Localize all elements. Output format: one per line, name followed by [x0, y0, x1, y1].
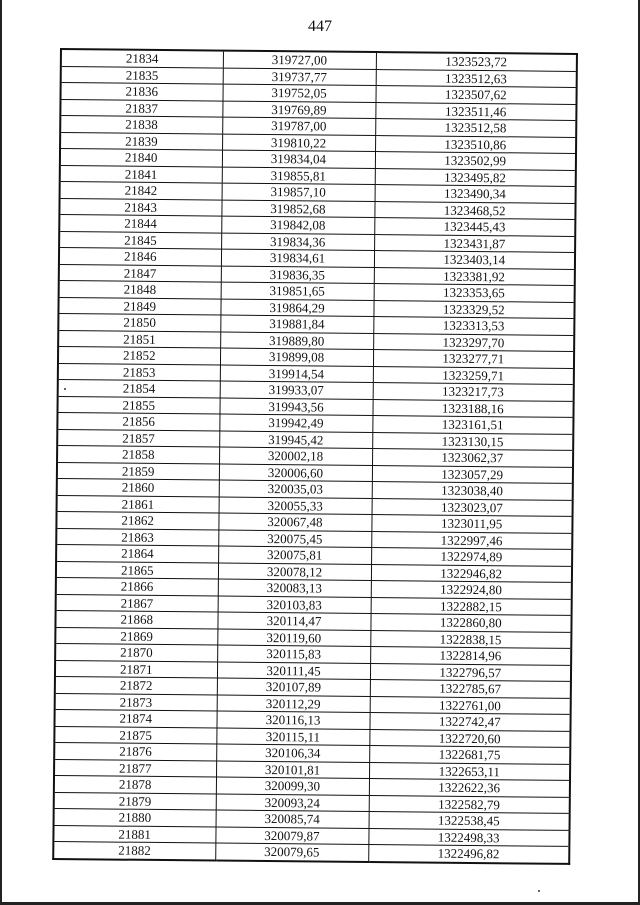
point-number-cell: 21868 — [55, 610, 217, 628]
x-coordinate-cell: 320115,11 — [216, 728, 369, 746]
point-number-cell: 21867 — [56, 594, 218, 612]
x-coordinate-cell: 320093,24 — [216, 794, 369, 812]
x-coordinate-cell: 320101,81 — [216, 761, 369, 779]
y-coordinate-cell: 1323057,29 — [372, 465, 573, 483]
y-coordinate-cell: 1323062,37 — [372, 449, 573, 467]
y-coordinate-cell: 1322860,80 — [370, 614, 571, 632]
point-number-cell: 21842 — [60, 182, 222, 200]
point-number-cell: 21872 — [55, 676, 217, 694]
x-coordinate-cell: 320106,34 — [216, 744, 369, 762]
y-coordinate-cell: 1323507,62 — [375, 86, 576, 104]
y-coordinate-cell: 1323011,95 — [371, 515, 572, 533]
x-coordinate-cell: 319737,77 — [223, 68, 376, 86]
x-coordinate-cell: 319942,49 — [219, 414, 372, 432]
y-coordinate-cell: 1323259,71 — [373, 366, 574, 384]
point-number-cell: 21877 — [54, 759, 216, 777]
point-number-cell: 21846 — [59, 248, 221, 266]
x-coordinate-cell: 319914,54 — [220, 365, 373, 383]
y-coordinate-cell: 1323495,82 — [375, 168, 576, 186]
point-number-cell: 21850 — [58, 313, 220, 331]
point-number-cell: 21864 — [56, 544, 218, 562]
x-coordinate-cell: 320112,29 — [217, 695, 370, 713]
x-coordinate-cell: 320075,45 — [218, 530, 371, 548]
y-coordinate-cell: 1323038,40 — [372, 482, 573, 500]
point-number-cell: 21871 — [55, 660, 217, 678]
y-coordinate-cell: 1322882,15 — [371, 597, 572, 615]
y-coordinate-cell: 1323161,51 — [372, 416, 573, 434]
x-coordinate-cell: 320111,45 — [217, 662, 370, 680]
point-number-cell: 21860 — [57, 478, 219, 496]
point-number-cell: 21837 — [60, 99, 222, 117]
coordinates-table-wrapper — [52, 48, 578, 864]
y-coordinate-cell: 1322814,96 — [370, 647, 571, 665]
point-number-cell: 21852 — [58, 346, 220, 364]
y-coordinate-cell: 1323490,34 — [375, 185, 576, 203]
x-coordinate-cell: 319851,65 — [221, 282, 374, 300]
scan-speck — [64, 388, 66, 390]
x-coordinate-cell: 319933,07 — [220, 381, 373, 399]
y-coordinate-cell: 1323130,15 — [372, 432, 573, 450]
y-coordinate-cell: 1322681,75 — [369, 746, 570, 764]
point-number-cell: 21873 — [55, 693, 217, 711]
y-coordinate-cell: 1323403,14 — [374, 251, 575, 269]
x-coordinate-cell: 320035,03 — [219, 480, 372, 498]
x-coordinate-cell: 320114,47 — [217, 612, 370, 630]
x-coordinate-cell: 320002,18 — [219, 447, 372, 465]
y-coordinate-cell: 1323502,99 — [375, 152, 576, 170]
point-number-cell: 21841 — [60, 165, 222, 183]
point-number-cell: 21835 — [61, 66, 223, 84]
point-number-cell: 21848 — [59, 280, 221, 298]
y-coordinate-cell: 1323510,86 — [375, 135, 576, 153]
point-number-cell: 21849 — [58, 297, 220, 315]
y-coordinate-cell: 1322838,15 — [370, 630, 571, 648]
y-coordinate-cell: 1322496,82 — [368, 844, 569, 863]
y-coordinate-cell: 1323512,58 — [375, 119, 576, 137]
y-coordinate-cell: 1323431,87 — [374, 234, 575, 252]
y-coordinate-cell: 1323329,52 — [373, 300, 574, 318]
x-coordinate-cell: 320075,81 — [218, 546, 371, 564]
point-number-cell: 21863 — [56, 528, 218, 546]
x-coordinate-cell: 320078,12 — [218, 563, 371, 581]
page-number: 447 — [308, 18, 332, 35]
point-number-cell: 21851 — [58, 330, 220, 348]
x-coordinate-cell: 320067,48 — [218, 513, 371, 531]
point-number-cell: 21878 — [54, 775, 216, 793]
x-coordinate-cell: 319769,89 — [222, 101, 375, 119]
x-coordinate-cell: 320006,60 — [219, 464, 372, 482]
y-coordinate-cell: 1323512,63 — [376, 69, 577, 87]
y-coordinate-cell: 1323353,65 — [374, 284, 575, 302]
y-coordinate-cell: 1322582,79 — [369, 795, 570, 813]
point-number-cell: 21876 — [54, 742, 216, 760]
x-coordinate-cell: 320119,60 — [217, 629, 370, 647]
x-coordinate-cell: 320115,83 — [217, 645, 370, 663]
y-coordinate-cell: 1323313,53 — [373, 317, 574, 335]
y-coordinate-cell: 1322796,57 — [370, 663, 571, 681]
point-number-cell: 21854 — [58, 379, 220, 397]
point-number-cell: 21858 — [57, 445, 219, 463]
x-coordinate-cell: 320079,65 — [215, 843, 368, 861]
point-number-cell: 21844 — [59, 215, 221, 233]
y-coordinate-cell: 1322498,33 — [368, 828, 569, 846]
point-number-cell: 21870 — [55, 643, 217, 661]
y-coordinate-cell: 1322653,11 — [369, 762, 570, 780]
point-number-cell: 21855 — [58, 396, 220, 414]
x-coordinate-cell: 319834,04 — [222, 150, 375, 168]
x-coordinate-cell: 320103,83 — [218, 596, 371, 614]
y-coordinate-cell: 1323445,43 — [374, 218, 575, 236]
x-coordinate-cell: 320099,30 — [216, 777, 369, 795]
point-number-cell: 21875 — [54, 726, 216, 744]
x-coordinate-cell: 320055,33 — [219, 497, 372, 515]
y-coordinate-cell: 1323468,52 — [374, 201, 575, 219]
x-coordinate-cell: 320079,87 — [215, 827, 368, 845]
y-coordinate-cell: 1323277,71 — [373, 350, 574, 368]
point-number-cell: 21859 — [57, 462, 219, 480]
x-coordinate-cell: 319852,68 — [221, 200, 374, 218]
x-coordinate-cell: 319889,80 — [220, 332, 373, 350]
point-number-cell: 21845 — [59, 231, 221, 249]
point-number-cell: 21874 — [54, 709, 216, 727]
y-coordinate-cell: 1322720,60 — [369, 729, 570, 747]
x-coordinate-cell: 319945,42 — [219, 431, 372, 449]
x-coordinate-cell: 319855,81 — [222, 167, 375, 185]
x-coordinate-cell: 320083,13 — [218, 579, 371, 597]
point-number-cell: 21839 — [60, 132, 222, 150]
x-coordinate-cell: 320116,13 — [216, 711, 369, 729]
scan-speck — [538, 890, 540, 892]
y-coordinate-cell: 1322924,80 — [371, 581, 572, 599]
y-coordinate-cell: 1323188,16 — [372, 399, 573, 417]
x-coordinate-cell: 319943,56 — [219, 398, 372, 416]
point-number-cell: 21862 — [56, 511, 218, 529]
point-number-cell: 21879 — [54, 792, 216, 810]
y-coordinate-cell: 1323217,73 — [373, 383, 574, 401]
point-number-cell: 21866 — [56, 577, 218, 595]
point-number-cell: 21869 — [55, 627, 217, 645]
point-number-cell: 21861 — [57, 495, 219, 513]
y-coordinate-cell: 1323297,70 — [373, 333, 574, 351]
x-coordinate-cell: 319881,84 — [220, 315, 373, 333]
x-coordinate-cell: 319834,61 — [221, 249, 374, 267]
x-coordinate-cell: 320085,74 — [216, 810, 369, 828]
y-coordinate-cell: 1322622,36 — [369, 778, 570, 796]
point-number-cell: 21856 — [57, 412, 219, 430]
x-coordinate-cell: 319752,05 — [223, 84, 376, 102]
point-number-cell: 21834 — [61, 49, 223, 68]
point-number-cell: 21865 — [56, 561, 218, 579]
point-number-cell: 21843 — [59, 198, 221, 216]
coordinates-table — [52, 48, 578, 864]
point-number-cell: 21882 — [53, 841, 215, 860]
point-number-cell: 21857 — [57, 429, 219, 447]
x-coordinate-cell: 319899,08 — [220, 348, 373, 366]
point-number-cell: 21847 — [59, 264, 221, 282]
x-coordinate-cell: 319842,08 — [221, 216, 374, 234]
y-coordinate-cell: 1322785,67 — [370, 680, 571, 698]
x-coordinate-cell: 319787,00 — [222, 117, 375, 135]
y-coordinate-cell: 1323023,07 — [372, 498, 573, 516]
x-coordinate-cell: 319727,00 — [223, 51, 376, 69]
y-coordinate-cell: 1322997,46 — [371, 531, 572, 549]
y-coordinate-cell: 1322761,00 — [370, 696, 571, 714]
point-number-cell: 21840 — [60, 149, 222, 167]
y-coordinate-cell: 1323523,72 — [376, 52, 577, 71]
y-coordinate-cell: 1322974,89 — [371, 548, 572, 566]
x-coordinate-cell: 319834,36 — [221, 233, 374, 251]
x-coordinate-cell: 319836,35 — [221, 266, 374, 284]
coordinates-table-body — [53, 49, 577, 863]
point-number-cell: 21881 — [53, 825, 215, 843]
y-coordinate-cell: 1323511,46 — [375, 102, 576, 120]
x-coordinate-cell: 319857,10 — [222, 183, 375, 201]
point-number-cell: 21838 — [60, 116, 222, 134]
point-number-cell: 21836 — [61, 83, 223, 101]
y-coordinate-cell: 1323381,92 — [374, 267, 575, 285]
y-coordinate-cell: 1322946,82 — [371, 564, 572, 582]
x-coordinate-cell: 319864,29 — [220, 299, 373, 317]
point-number-cell: 21853 — [58, 363, 220, 381]
x-coordinate-cell: 320107,89 — [217, 678, 370, 696]
point-number-cell: 21880 — [54, 808, 216, 826]
y-coordinate-cell: 1322742,47 — [369, 713, 570, 731]
x-coordinate-cell: 319810,22 — [222, 134, 375, 152]
y-coordinate-cell: 1322538,45 — [369, 811, 570, 829]
